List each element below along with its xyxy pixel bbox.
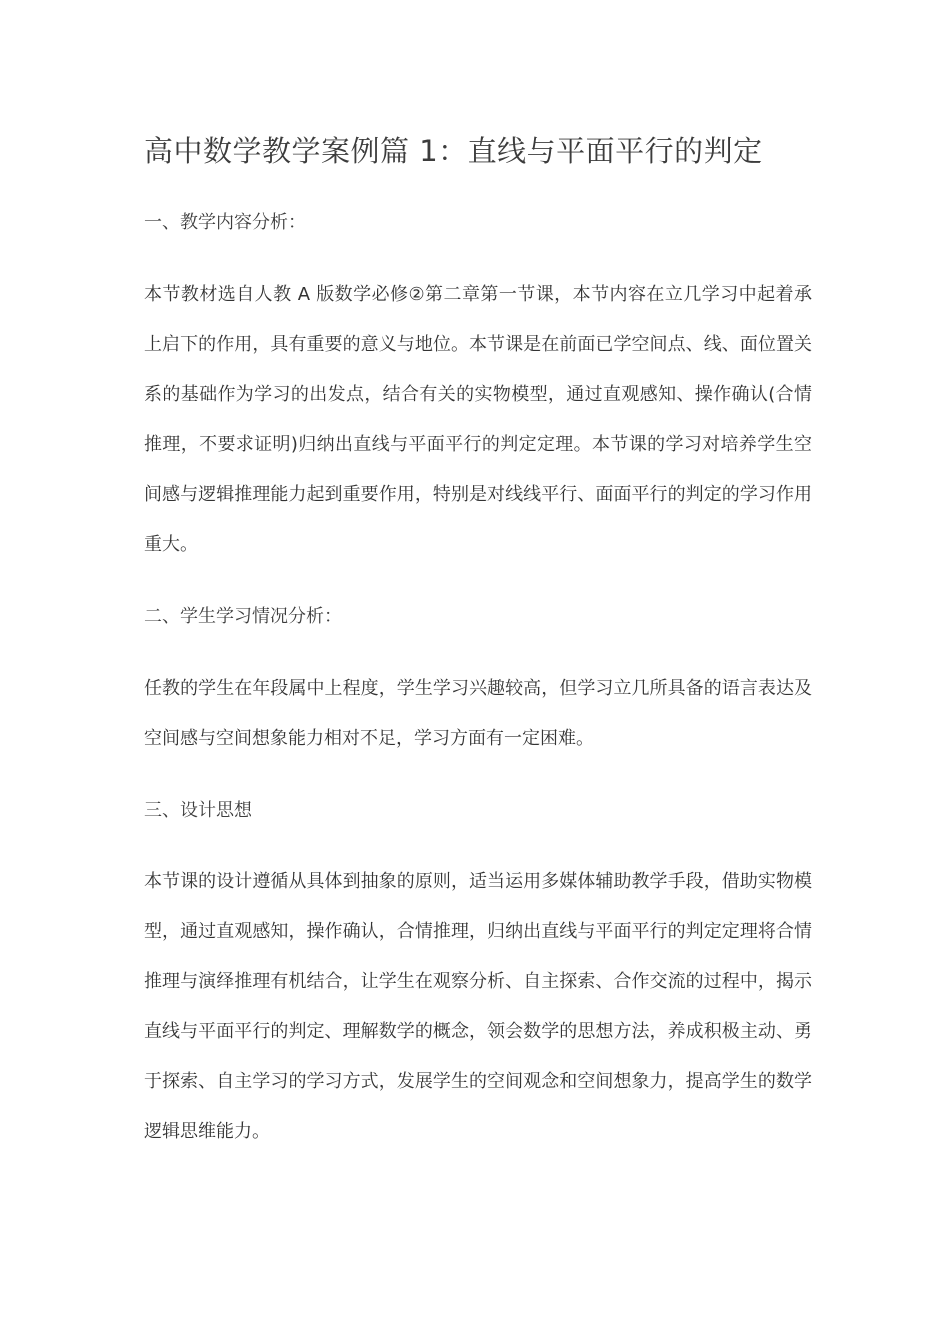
section-paragraph-design-thought: 本节课的设计遵循从具体到抽象的原则，适当运用多媒体辅助教学手段，借助实物模型，通过直观感知，操作确认，合情推理，归纳出直线与平面平行的判定定理将合情推理与演绎推理有机结合，让学生在观察分析、自主探索、合作交流的过程中，揭示直线与平面平行的判定、理解数学的概念，领会数学的思想方法，养成积极主动、勇于探索、自主学习的学习方式，发展学生的空间观念和空间想象力，提高学生的数学逻辑思维能力。 xyxy=(144,871,812,1142)
document-title: 高中数学教学案例篇 1：直线与平面平行的判定 xyxy=(144,134,763,168)
section-heading-design-thought: 三、设计思想 xyxy=(144,800,252,821)
section-paragraph-content-analysis: 本节教材选自人教 A 版数学必修②第二章第一节课，本节内容在立几学习中起着承上启下的作用，具有重要的意义与地位。本节课是在前面已学空间点、线、面位置关系的基础作为学习的出发点，结合有关的实物模型，通过直观感知、操作确认(合情推理，不要求证明)归纳出直线与平面平行的判定定理。本节课的学习对培养学生空间感与逻辑推理能力起到重要作用，特别是对线线平行、面面平行的判定的学习作用重大。 xyxy=(144,284,812,555)
section-heading-content-analysis: 一、教学内容分析： xyxy=(144,212,306,233)
section-heading-student-analysis: 二、学生学习情况分析： xyxy=(144,606,342,627)
section-paragraph-student-analysis: 任教的学生在年段属中上程度，学生学习兴趣较高，但学习立几所具备的语言表达及空间感与空间想象能力相对不足，学习方面有一定困难。 xyxy=(144,678,812,749)
